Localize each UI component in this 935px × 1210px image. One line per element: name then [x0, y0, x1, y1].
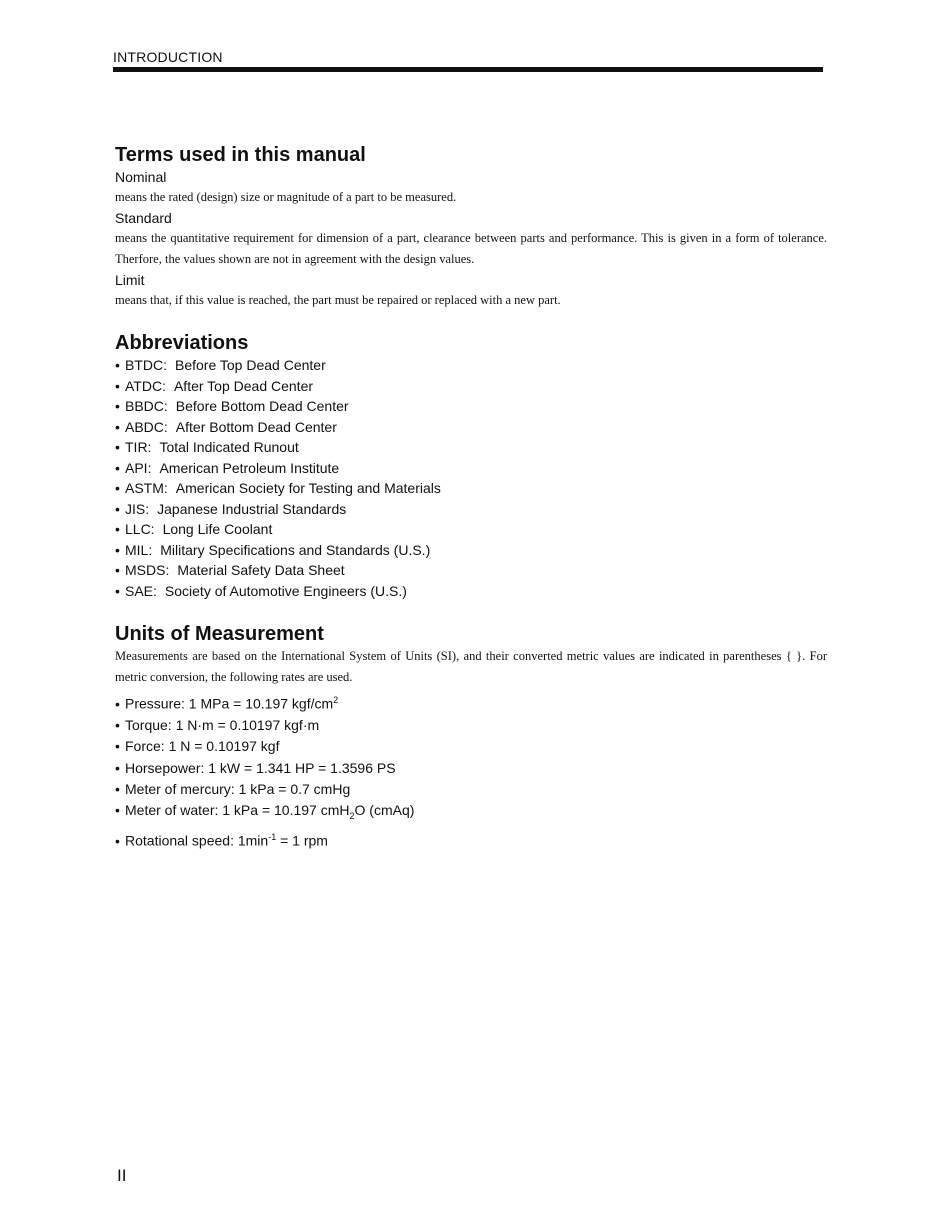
term-standard: Standard	[115, 210, 172, 226]
abbreviation-code: MSDS:	[125, 562, 170, 578]
abbreviation-item	[115, 499, 827, 520]
term-limit: Limit	[115, 272, 145, 288]
bullet-icon: •	[115, 582, 120, 599]
abbreviation-code: TIR:	[125, 439, 152, 455]
abbreviation-code: BBDC:	[125, 398, 168, 414]
abbreviation-code: JIS:	[125, 500, 150, 517]
definition-nominal: means the rated (design) size or magnitude of a part to be measured.	[115, 190, 457, 204]
bullet-icon: •	[115, 480, 120, 496]
bullet-icon: •	[115, 716, 120, 733]
unit-conversion-item	[115, 779, 827, 800]
unit-text-suffix: = 1 rpm	[276, 832, 328, 849]
units-heading: Units of Measurement	[115, 623, 324, 645]
unit-conversion-item	[115, 827, 827, 852]
unit-superscript: 2	[333, 695, 339, 705]
definition-limit: means that, if this value is reached, the part must be repaired or replaced with a new part.	[115, 293, 561, 307]
abbreviation-item	[115, 519, 827, 540]
abbreviation-meaning: Japanese Industrial Standards	[157, 500, 347, 517]
bullet-icon: •	[115, 832, 120, 849]
abbreviation-item	[115, 417, 827, 438]
bullet-icon: •	[115, 738, 120, 755]
bullet-icon: •	[115, 398, 120, 414]
abbreviation-item	[115, 376, 827, 397]
unit-text-suffix: O (cmAq)	[354, 802, 415, 819]
abbreviation-item	[115, 540, 827, 561]
bullet-icon: •	[115, 695, 120, 712]
page-number: II	[117, 1166, 127, 1185]
unit-text: Pressure: 1 MPa = 10.197 kgf/cm	[125, 695, 334, 712]
units-intro: Measurements are based on the International System of Units (SI), and their converted metric values are indicated in parentheses { }. For metric conversion, the following rates are used.	[115, 649, 827, 684]
abbreviation-code: MIL:	[125, 541, 153, 558]
abbreviation-code: ASTM:	[125, 480, 168, 496]
unit-text: Meter of water: 1 kPa = 10.197 cmH	[125, 802, 350, 819]
unit-text: Horsepower: 1 kW = 1.341 HP = 1.3596 PS	[125, 759, 396, 776]
abbreviation-item	[115, 396, 827, 417]
abbreviation-meaning: Material Safety Data Sheet	[177, 562, 345, 578]
bullet-icon: •	[115, 459, 120, 476]
bullet-icon: •	[115, 418, 120, 435]
abbreviation-code: BTDC:	[125, 357, 167, 373]
abbreviation-item	[115, 437, 827, 458]
abbreviation-meaning: Long Life Coolant	[162, 521, 273, 537]
abbreviation-meaning: Military Specifications and Standards (U.S.)	[160, 541, 431, 558]
abbreviation-code: LLC:	[125, 521, 155, 537]
unit-conversion-item	[115, 715, 827, 736]
abbreviation-meaning: Before Bottom Dead Center	[175, 398, 349, 414]
abbreviation-item	[115, 478, 827, 499]
abbreviations-heading: Abbreviations	[115, 332, 249, 354]
abbreviations-list	[115, 355, 827, 601]
abbreviation-meaning: Before Top Dead Center	[175, 357, 326, 373]
definition-standard: means the quantitative requirement for dimension of a part, clearance between parts and performance. This is given in a form of tolerance. Therfore, the values shown are not in agreement with the design values.	[115, 231, 827, 266]
bullet-icon: •	[115, 562, 120, 578]
terms-section	[115, 143, 827, 311]
abbreviation-code: ATDC:	[125, 377, 166, 394]
bullet-icon: •	[115, 377, 120, 394]
units-list	[115, 690, 827, 852]
units-section	[115, 622, 827, 852]
abbreviation-meaning: After Top Dead Center	[173, 377, 314, 394]
abbreviation-meaning: American Petroleum Institute	[159, 459, 340, 476]
abbreviation-meaning: After Bottom Dead Center	[175, 418, 337, 435]
abbreviation-code: SAE:	[125, 582, 157, 599]
unit-conversion-item	[115, 800, 827, 827]
abbreviation-item	[115, 581, 827, 602]
bullet-icon: •	[115, 541, 120, 558]
bullet-icon: •	[115, 357, 120, 373]
header-rule	[113, 67, 823, 72]
unit-subscript: 2	[349, 810, 355, 821]
unit-conversion-item	[115, 736, 827, 757]
unit-text: Rotational speed: 1min	[125, 832, 269, 849]
term-nominal: Nominal	[115, 169, 167, 185]
abbreviation-code: API:	[125, 459, 152, 476]
abbreviation-meaning: Total Indicated Runout	[159, 439, 299, 455]
terms-heading: Terms used in this manual	[115, 144, 366, 166]
unit-conversion-item	[115, 690, 827, 715]
bullet-icon: •	[115, 802, 120, 819]
abbreviation-item	[115, 355, 827, 376]
unit-superscript: -1	[268, 832, 277, 843]
bullet-icon: •	[115, 780, 120, 797]
abbreviation-item	[115, 560, 827, 581]
abbreviation-code: ABDC:	[125, 418, 168, 435]
running-header: INTRODUCTION	[113, 49, 223, 65]
abbreviations-section	[115, 331, 827, 601]
abbreviation-meaning: Society of Automotive Engineers (U.S.)	[164, 582, 407, 599]
unit-text: Torque: 1 N·m = 0.10197 kgf·m	[125, 716, 320, 733]
bullet-icon: •	[115, 521, 120, 537]
abbreviation-item	[115, 458, 827, 479]
unit-text: Force: 1 N = 0.10197 kgf	[125, 738, 280, 755]
bullet-icon: •	[115, 500, 120, 517]
abbreviation-meaning: American Society for Testing and Materials	[175, 480, 441, 496]
bullet-icon: •	[115, 439, 120, 455]
bullet-icon: •	[115, 759, 120, 776]
unit-text: Meter of mercury: 1 kPa = 0.7 cmHg	[125, 780, 351, 797]
unit-conversion-item	[115, 758, 827, 779]
